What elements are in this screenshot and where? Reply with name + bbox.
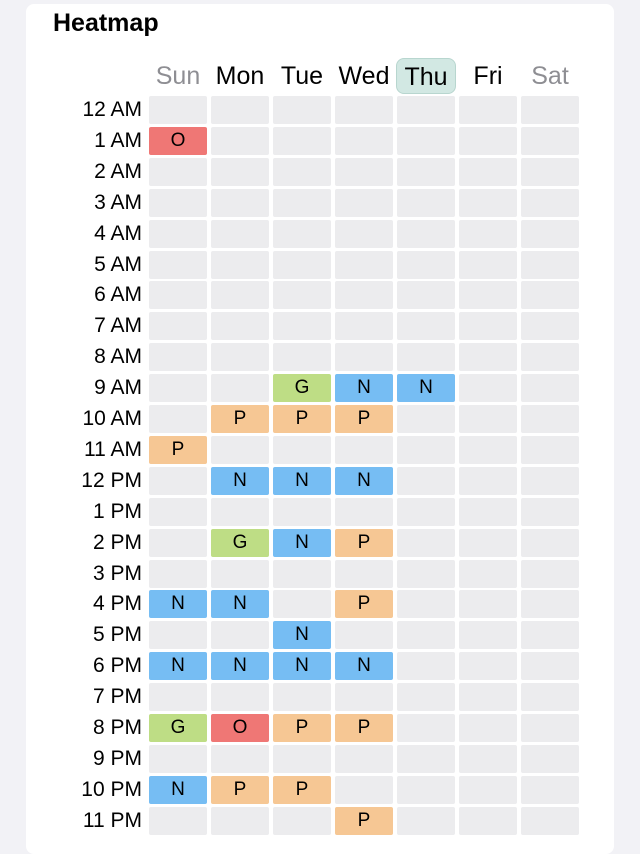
heatmap-cell[interactable]: [397, 127, 455, 155]
heatmap-cell[interactable]: [335, 683, 393, 711]
heatmap-cell[interactable]: [459, 374, 517, 402]
heatmap-cell[interactable]: [397, 436, 455, 464]
heatmap-cell[interactable]: [211, 560, 269, 588]
heatmap-cell[interactable]: [149, 189, 207, 217]
heatmap-cell[interactable]: [459, 312, 517, 340]
heatmap-cell[interactable]: [459, 590, 517, 618]
day-header-wed[interactable]: Wed: [338, 62, 390, 90]
hour-label: 4 AM: [94, 222, 142, 245]
heatmap-cell[interactable]: P: [211, 405, 269, 433]
heatmap-cell[interactable]: [521, 220, 579, 248]
heatmap-cell[interactable]: [273, 158, 331, 186]
heatmap-cell[interactable]: [149, 467, 207, 495]
heatmap-cell[interactable]: [459, 251, 517, 279]
heatmap-cell[interactable]: [459, 560, 517, 588]
heatmap-cell[interactable]: N: [273, 467, 331, 495]
hour-label: 5 PM: [92, 623, 142, 646]
heatmap-cell[interactable]: [273, 590, 331, 618]
heatmap-cell[interactable]: [397, 714, 455, 742]
heatmap-cell[interactable]: N: [273, 529, 331, 557]
heatmap-cell[interactable]: [273, 343, 331, 371]
heatmap-cell[interactable]: G: [211, 529, 269, 557]
heatmap-cell[interactable]: [459, 189, 517, 217]
heatmap-cell[interactable]: [335, 281, 393, 309]
heatmap-cell[interactable]: [149, 745, 207, 773]
day-header-sun[interactable]: Sun: [155, 62, 201, 90]
heatmap-cell[interactable]: N: [335, 652, 393, 680]
heatmap-cell[interactable]: G: [149, 714, 207, 742]
heatmap-cell[interactable]: [459, 498, 517, 526]
heatmap-cell[interactable]: [397, 220, 455, 248]
heatmap-cell[interactable]: [521, 467, 579, 495]
heatmap-cell[interactable]: [521, 621, 579, 649]
heatmap-cell[interactable]: [211, 96, 269, 124]
heatmap-cell[interactable]: P: [149, 436, 207, 464]
heatmap-cell[interactable]: [521, 652, 579, 680]
heatmap-cell[interactable]: [273, 96, 331, 124]
heatmap-cell[interactable]: P: [335, 714, 393, 742]
heatmap-cell[interactable]: [521, 683, 579, 711]
heatmap-cell[interactable]: [149, 374, 207, 402]
heatmap-cell[interactable]: [521, 776, 579, 804]
heatmap-cell[interactable]: [335, 220, 393, 248]
heatmap-cell[interactable]: [459, 745, 517, 773]
heatmap-cell[interactable]: [273, 807, 331, 835]
heatmap-cell[interactable]: [521, 745, 579, 773]
heatmap-cell[interactable]: [521, 189, 579, 217]
heatmap-cell[interactable]: P: [273, 714, 331, 742]
heatmap-cell[interactable]: G: [273, 374, 331, 402]
heatmap-cell[interactable]: [211, 498, 269, 526]
heatmap-cell[interactable]: P: [273, 776, 331, 804]
heatmap-cell[interactable]: [335, 621, 393, 649]
hour-label: 9 AM: [94, 376, 142, 399]
heatmap-cell[interactable]: [397, 251, 455, 279]
hour-label: 8 AM: [94, 345, 142, 368]
hour-label: 1 PM: [92, 500, 142, 523]
heatmap-cell[interactable]: O: [211, 714, 269, 742]
hour-label: 5 AM: [94, 253, 142, 276]
hour-label: 9 PM: [92, 747, 142, 770]
heatmap-cell[interactable]: [521, 498, 579, 526]
heatmap-cell[interactable]: [397, 652, 455, 680]
heatmap-cell[interactable]: [273, 312, 331, 340]
heatmap-cell[interactable]: [211, 251, 269, 279]
heatmap-cell[interactable]: [273, 220, 331, 248]
heatmap-cell[interactable]: [521, 127, 579, 155]
heatmap-cell[interactable]: [521, 405, 579, 433]
heatmap-cell[interactable]: [521, 560, 579, 588]
heatmap-cell[interactable]: [149, 251, 207, 279]
heatmap-cell[interactable]: [521, 158, 579, 186]
heatmap-cell[interactable]: [397, 529, 455, 557]
heatmap-cell[interactable]: [459, 127, 517, 155]
heatmap-cell[interactable]: P: [211, 776, 269, 804]
heatmap-cell[interactable]: [211, 158, 269, 186]
hour-label: 4 PM: [92, 592, 142, 615]
hour-label: 3 AM: [94, 191, 142, 214]
heatmap-cell[interactable]: [521, 343, 579, 371]
heatmap-cell[interactable]: [459, 281, 517, 309]
heatmap-cell[interactable]: [335, 343, 393, 371]
heatmap-cell[interactable]: [211, 189, 269, 217]
heatmap-cell[interactable]: [459, 220, 517, 248]
heatmap-cell[interactable]: [211, 312, 269, 340]
hour-label: 11 AM: [84, 438, 142, 461]
heatmap-cell[interactable]: O: [149, 127, 207, 155]
page-title: Heatmap: [53, 9, 159, 37]
heatmap-cell[interactable]: [459, 714, 517, 742]
heatmap-cell[interactable]: [273, 189, 331, 217]
heatmap-cell[interactable]: [397, 281, 455, 309]
heatmap-cell[interactable]: [521, 312, 579, 340]
hour-label: 8 PM: [92, 716, 142, 739]
heatmap-cell[interactable]: [273, 436, 331, 464]
heatmap-cell[interactable]: [149, 405, 207, 433]
heatmap-cell[interactable]: [459, 405, 517, 433]
heatmap-cell[interactable]: [273, 127, 331, 155]
heatmap-cell[interactable]: [335, 189, 393, 217]
heatmap-cell[interactable]: [397, 343, 455, 371]
heatmap-cell[interactable]: [211, 436, 269, 464]
heatmap-cell[interactable]: [273, 251, 331, 279]
heatmap-cell[interactable]: [397, 158, 455, 186]
heatmap-cell[interactable]: [211, 343, 269, 371]
day-header-tue[interactable]: Tue: [280, 62, 324, 90]
heatmap-cell[interactable]: [459, 96, 517, 124]
heatmap-cell[interactable]: [149, 312, 207, 340]
heatmap-cell[interactable]: [397, 498, 455, 526]
heatmap-cell[interactable]: [521, 436, 579, 464]
heatmap-cell[interactable]: [211, 807, 269, 835]
heatmap-cell[interactable]: N: [273, 652, 331, 680]
heatmap-cell[interactable]: [521, 590, 579, 618]
heatmap-cell[interactable]: [397, 683, 455, 711]
heatmap-cell[interactable]: [459, 467, 517, 495]
heatmap-cell[interactable]: [149, 683, 207, 711]
heatmap-cell[interactable]: [335, 776, 393, 804]
heatmap-cell[interactable]: [211, 621, 269, 649]
heatmap-cell[interactable]: [397, 467, 455, 495]
hour-label: 7 PM: [92, 685, 142, 708]
heatmap-cell[interactable]: [521, 807, 579, 835]
heatmap-cell[interactable]: [397, 776, 455, 804]
heatmap-cell[interactable]: [397, 189, 455, 217]
heatmap-cell[interactable]: [459, 807, 517, 835]
hour-label: 7 AM: [94, 314, 142, 337]
hour-label: 11 PM: [82, 809, 142, 832]
heatmap-cell[interactable]: [273, 745, 331, 773]
heatmap-cell[interactable]: [397, 745, 455, 773]
heatmap-cell[interactable]: [521, 251, 579, 279]
heatmap-cell[interactable]: P: [335, 590, 393, 618]
heatmap-cell[interactable]: [211, 683, 269, 711]
heatmap-cell[interactable]: N: [211, 467, 269, 495]
heatmap-cell[interactable]: [273, 498, 331, 526]
heatmap-cell[interactable]: [211, 127, 269, 155]
heatmap-cell[interactable]: [211, 374, 269, 402]
heatmap-cell[interactable]: [211, 745, 269, 773]
heatmap-cell[interactable]: [335, 251, 393, 279]
heatmap-cell[interactable]: [397, 807, 455, 835]
hour-label: 2 AM: [94, 160, 142, 183]
heatmap-cell[interactable]: [459, 158, 517, 186]
heatmap-cell[interactable]: [149, 529, 207, 557]
day-header-fri[interactable]: Fri: [473, 62, 503, 90]
heatmap-cell[interactable]: [149, 343, 207, 371]
hour-label: 2 PM: [92, 531, 142, 554]
heatmap-cell[interactable]: [335, 745, 393, 773]
heatmap-cell[interactable]: N: [273, 621, 331, 649]
heatmap-cell[interactable]: N: [397, 374, 455, 402]
day-header-sat[interactable]: Sat: [531, 62, 569, 90]
heatmap-cell[interactable]: [149, 807, 207, 835]
heatmap-cell[interactable]: N: [149, 652, 207, 680]
heatmap-cell[interactable]: [459, 436, 517, 464]
heatmap-cell[interactable]: [521, 714, 579, 742]
hour-label: 1 AM: [94, 129, 142, 152]
heatmap-cell[interactable]: [149, 158, 207, 186]
heatmap-cell[interactable]: [459, 776, 517, 804]
heatmap-cell[interactable]: N: [335, 467, 393, 495]
heatmap-cell[interactable]: [149, 96, 207, 124]
heatmap-cell[interactable]: [335, 436, 393, 464]
heatmap-cell[interactable]: [335, 560, 393, 588]
hour-label: 12 AM: [82, 98, 142, 121]
heatmap-cell[interactable]: [521, 374, 579, 402]
hour-label: 12 PM: [81, 469, 142, 492]
heatmap-cell[interactable]: N: [211, 590, 269, 618]
heatmap-cell[interactable]: [335, 312, 393, 340]
heatmap-cell[interactable]: [397, 560, 455, 588]
heatmap-cell[interactable]: [149, 498, 207, 526]
heatmap-cell[interactable]: [149, 621, 207, 649]
heatmap-cell[interactable]: [149, 281, 207, 309]
heatmap-cell[interactable]: [459, 529, 517, 557]
heatmap-cell[interactable]: [149, 560, 207, 588]
heatmap-cell[interactable]: [397, 312, 455, 340]
heatmap-cell[interactable]: P: [335, 807, 393, 835]
heatmap-cell[interactable]: [459, 343, 517, 371]
heatmap-cell[interactable]: [335, 96, 393, 124]
heatmap-cell[interactable]: [459, 683, 517, 711]
heatmap-cell[interactable]: [273, 683, 331, 711]
heatmap-cell[interactable]: N: [149, 776, 207, 804]
heatmap-cell[interactable]: P: [273, 405, 331, 433]
heatmap-cell[interactable]: [211, 220, 269, 248]
heatmap-cell[interactable]: [459, 652, 517, 680]
heatmap-cell[interactable]: [335, 127, 393, 155]
heatmap-cell[interactable]: [397, 621, 455, 649]
heatmap-cell[interactable]: P: [335, 529, 393, 557]
heatmap-cell[interactable]: [273, 281, 331, 309]
hour-label: 6 PM: [92, 654, 142, 677]
heatmap-cell[interactable]: N: [335, 374, 393, 402]
heatmap-cell[interactable]: [459, 621, 517, 649]
heatmap-cell[interactable]: [521, 96, 579, 124]
heatmap-cell[interactable]: P: [335, 405, 393, 433]
day-header-mon[interactable]: Mon: [215, 62, 265, 90]
heatmap-cell[interactable]: [335, 158, 393, 186]
day-header-thu[interactable]: Thu: [396, 58, 456, 94]
heatmap-cell[interactable]: [521, 529, 579, 557]
hour-label: 10 AM: [82, 407, 142, 430]
heatmap-cell[interactable]: [273, 560, 331, 588]
heatmap-cell[interactable]: N: [211, 652, 269, 680]
heatmap-cell[interactable]: [335, 498, 393, 526]
hour-label: 3 PM: [92, 562, 142, 585]
heatmap-cell[interactable]: [211, 281, 269, 309]
hour-label: 6 AM: [94, 283, 142, 306]
heatmap-cell[interactable]: N: [149, 590, 207, 618]
hour-label: 10 PM: [81, 778, 142, 801]
heatmap-cell[interactable]: [149, 220, 207, 248]
heatmap-cell[interactable]: [397, 96, 455, 124]
heatmap-cell[interactable]: [397, 590, 455, 618]
heatmap-cell[interactable]: [521, 281, 579, 309]
heatmap-cell[interactable]: [397, 405, 455, 433]
